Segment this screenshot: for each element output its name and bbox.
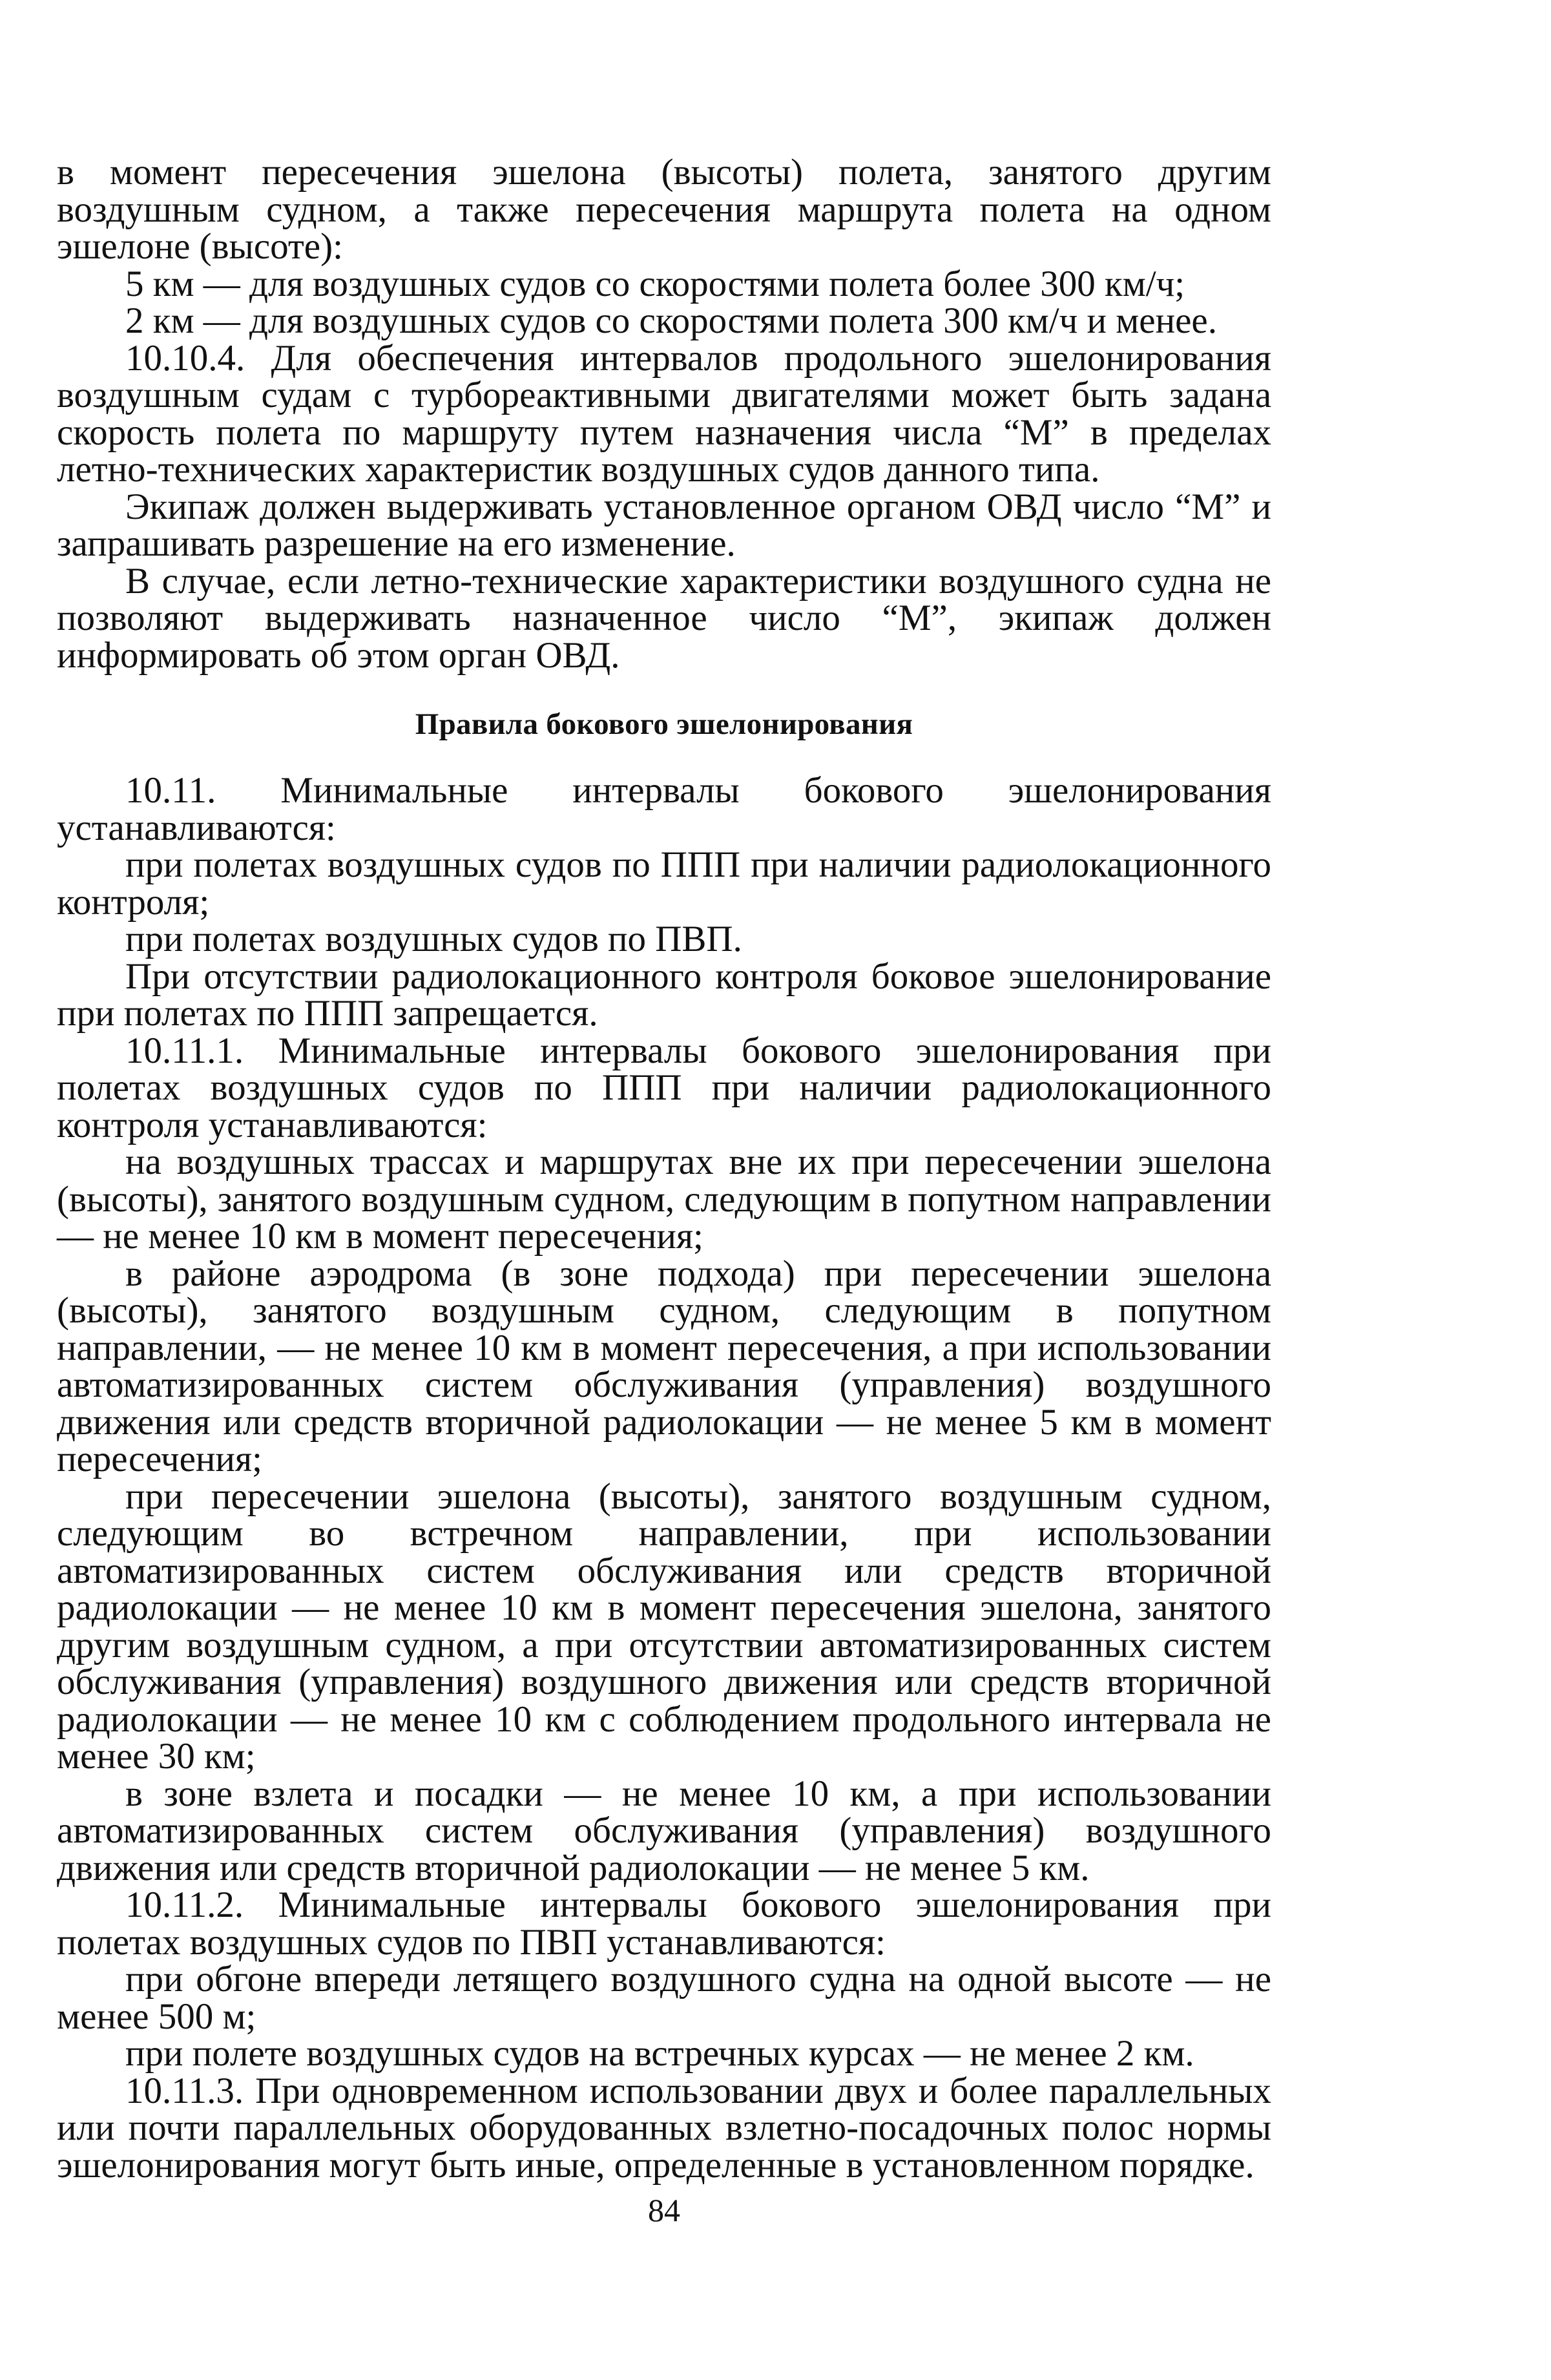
paragraph-10-11-1: 10.11.1. Минимальные интервалы бокового эшелонирования при полетах воздушных судов по ППП при наличии радиолокационного контроля устанавливаются: (57, 1030, 1271, 1145)
paragraph-10-11-3: 10.11.3. При одновременном использовании двух и более параллельных или почти параллельных оборудованных взлетно-посадочных полос нормы эшелонирования могут быть иные, определенные в установленном порядке. (57, 2070, 1271, 2186)
paragraph-opposite-courses: при полете воздушных судов на встречных курсах — не менее 2 км. (125, 2033, 1194, 2074)
paragraph-no-radar: При отсутствии радиолокационного контроля боковое эшелонирование при полетах по ППП запрещается. (57, 955, 1271, 1034)
paragraph-continuation: в момент пересечения эшелона (высоты) полета, занятого другим воздушным судном, а также пересечения маршрута полета на одном эшелоне (высоте): (57, 152, 1271, 267)
paragraph-takeoff-landing: в зоне взлета и посадки — не менее 10 км, а при использовании автоматизированных систем обслуживания (управления) воздушного движения или средств вторичной радиолокации — не менее 5 км. (57, 1773, 1271, 1888)
paragraph-5km: 5 км — для воздушных судов со скоростями полета более 300 км/ч; (125, 263, 1185, 304)
document-page (57, 154, 1271, 2363)
paragraph-aerodrome-area: в районе аэродрома (в зоне подхода) при пересечении эшелона (высоты), занятого воздушным судном, следующим в попутном направлении, — не менее 10 км в момент пересечения, а при использовании автоматизированных систем обслуживания (управления) воздушного движения или средств вторичной радиолокации — не менее 5 км в момент пересечения; (57, 1253, 1271, 1479)
paragraph-ifr-radar: при полетах воздушных судов по ППП при наличии радиолокационного контроля; (57, 844, 1271, 923)
paragraph-2km: 2 км — для воздушных судов со скоростями полета 300 км/ч и менее. (125, 300, 1217, 341)
paragraph-crew-mach: Экипаж должен выдерживать установленное органом ОВД число “М” и запрашивать разрешение на его изменение. (57, 486, 1271, 564)
paragraph-opposite-direction: при пересечении эшелона (высоты), занятого воздушным судном, следующим во встречном направлении, при использовании автоматизированных систем обслуживания или средств вторичной радиолокации — не менее 10 км в момент пересечения эшелона, занятого другим воздушным судном, а при отсутствии автоматизированных систем обслуживания (управления) воздушного движения или средств вторичной радиолокации — не менее 10 км с соблюдением продольного интервала не менее 30 км; (57, 1476, 1271, 1777)
page-number: 84 (648, 2192, 680, 2228)
paragraph-airways: на воздушных трассах и маршрутах вне их при пересечении эшелона (высоты), занятого воздушным судном, следующим в попутном направлении — не менее 10 км в момент пересечения; (57, 1142, 1271, 1257)
paragraph-10-10-4: 10.10.4. Для обеспечения интервалов продольного эшелонирования воздушным судам с турбореактивными двигателями может быть задана скорость полета по маршруту путем назначения числа “М” в пределах летно-технических характеристик воздушных судов данного типа. (57, 337, 1271, 490)
paragraph-10-11-2: 10.11.2. Минимальные интервалы бокового эшелонирования при полетах воздушных судов по ПВП устанавливаются: (57, 1884, 1271, 1963)
paragraph-vfr: при полетах воздушных судов по ПВП. (125, 919, 742, 959)
paragraph-inform-atc: В случае, если летно-технические характеристики воздушного судна не позволяют выдерживать назначенное число “М”, экипаж должен информировать об этом орган ОВД. (57, 560, 1271, 676)
paragraph-10-11: 10.11. Минимальные интервалы бокового эшелонирования устанавливаются: (57, 770, 1271, 848)
paragraph-overtaking: при обгоне впереди летящего воздушного судна на одной высоте — не менее 500 м; (57, 1959, 1271, 2037)
section-heading: Правила бокового эшелонирования (415, 707, 913, 741)
